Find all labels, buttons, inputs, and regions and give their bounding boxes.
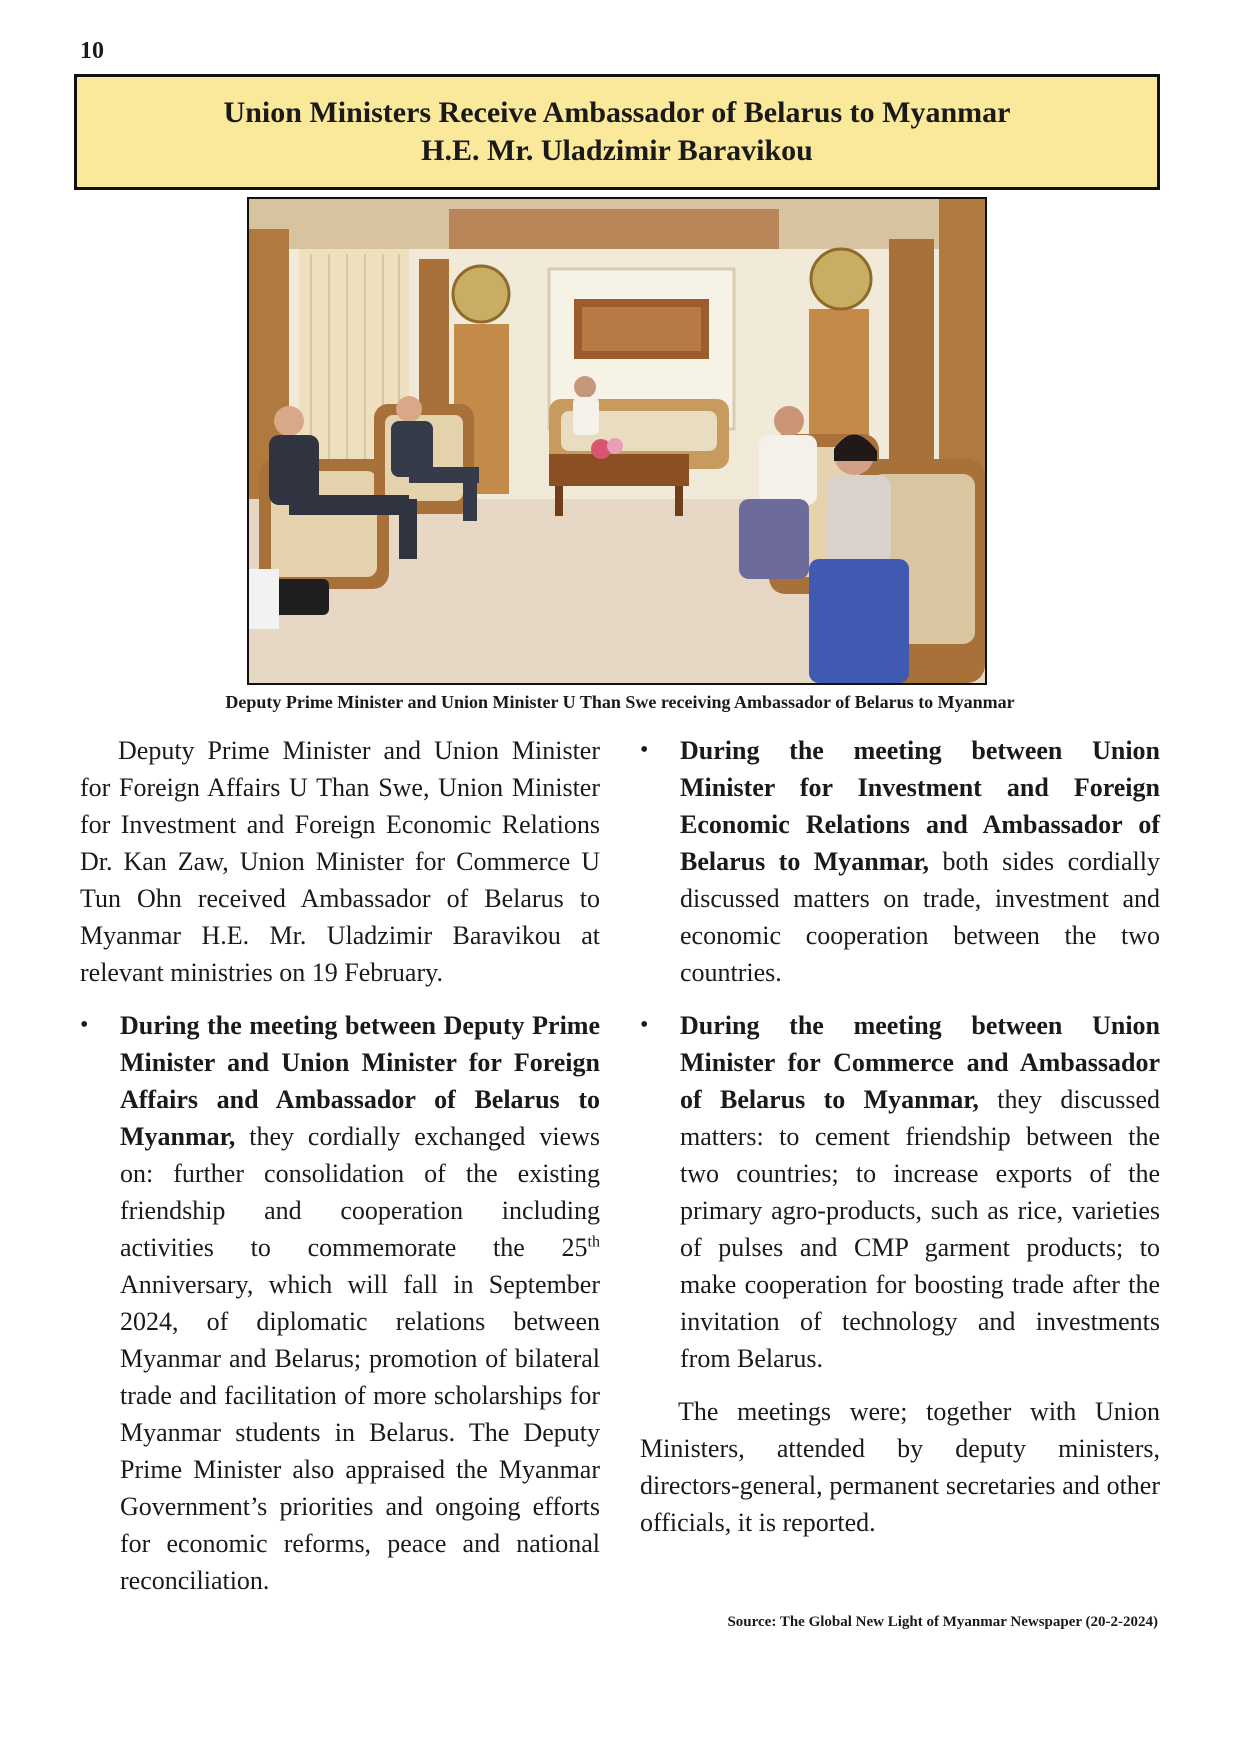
bullet-text: both sides cordially discussed matters on trade, investment and economic cooperation between the two countries.	[680, 847, 1160, 987]
bullet-text: they discussed matters: to cement friendship between the two countries; to increase exports of the primary agro-products, such as rice, varieties of pulses and CMP garment products; to make cooperation for boosting trade after the invitation of technology and investments from Belarus.	[680, 1085, 1160, 1373]
bullet-icon: •	[80, 1012, 89, 1038]
headline-subtitle: H.E. Mr. Uladzimir Baravikou	[421, 134, 813, 167]
bullet-lead: During the meeting between Union Minister for Commerce and Ambassador of Belarus to Myanmar,	[680, 1011, 1160, 1114]
bullet-lead: During the meeting between Deputy Prime Minister and Union Minister for Foreign Affairs and Ambassador of Belarus to Myanmar,	[120, 1011, 600, 1151]
source-note: Source: The Global New Light of Myanmar Newspaper (20-2-2024)	[727, 1614, 1158, 1630]
bullet-item-foreign-affairs	[80, 1007, 600, 1599]
meeting-room-illustration	[249, 199, 985, 683]
ordinal-suffix: th	[587, 1233, 600, 1251]
closing-paragraph: The meetings were; together with Union Ministers, attended by deputy ministers, directors-general, permanent secretaries and other officials, it is reported.	[640, 1397, 1160, 1537]
bullet-item-investment	[640, 732, 1160, 991]
right-column	[640, 732, 1160, 1541]
intro-paragraph: Deputy Prime Minister and Union Minister for Foreign Affairs U Than Swe, Union Minister for Investment and Foreign Economic Relations Dr. Kan Zaw, Union Minister for Commerce U Tun Ohn received Ambassador of Belarus to Myanmar H.E. Mr. Uladzimir Baravikou at relevant ministries on 19 February.	[80, 736, 600, 987]
bullet-text: they cordially exchanged views on: further consolidation of the existing friendship and cooperation including activities to commemorate the 25	[120, 1122, 600, 1262]
photo-caption: Deputy Prime Minister and Union Minister U Than Swe receiving Ambassador of Belarus to Myanmar	[225, 692, 1015, 712]
bullet-lead: During the meeting between Union Minister for Investment and Foreign Economic Relations and Ambassador of Belarus to Myanmar,	[680, 736, 1160, 876]
bullet-icon: •	[640, 1012, 649, 1038]
headline: Union Ministers Receive Ambassador of Belarus to Myanmar	[223, 96, 1011, 129]
meeting-photo	[247, 197, 987, 685]
page-number: 10	[80, 38, 104, 64]
left-column	[80, 732, 600, 1599]
bullet-text-continued: Anniversary, which will fall in September 2024, of diplomatic relations between Myanmar and Belarus; promotion of bilateral trade and facilitation of more scholarships for Myanmar students in Belarus. The Deputy Prime Minister also appraised the Myanmar Government’s priorities and ongoing efforts for economic reforms, peace and national reconciliation.	[120, 1270, 600, 1595]
bullet-item-commerce	[640, 1007, 1160, 1377]
title-box	[74, 74, 1160, 190]
bullet-icon: •	[640, 737, 649, 763]
